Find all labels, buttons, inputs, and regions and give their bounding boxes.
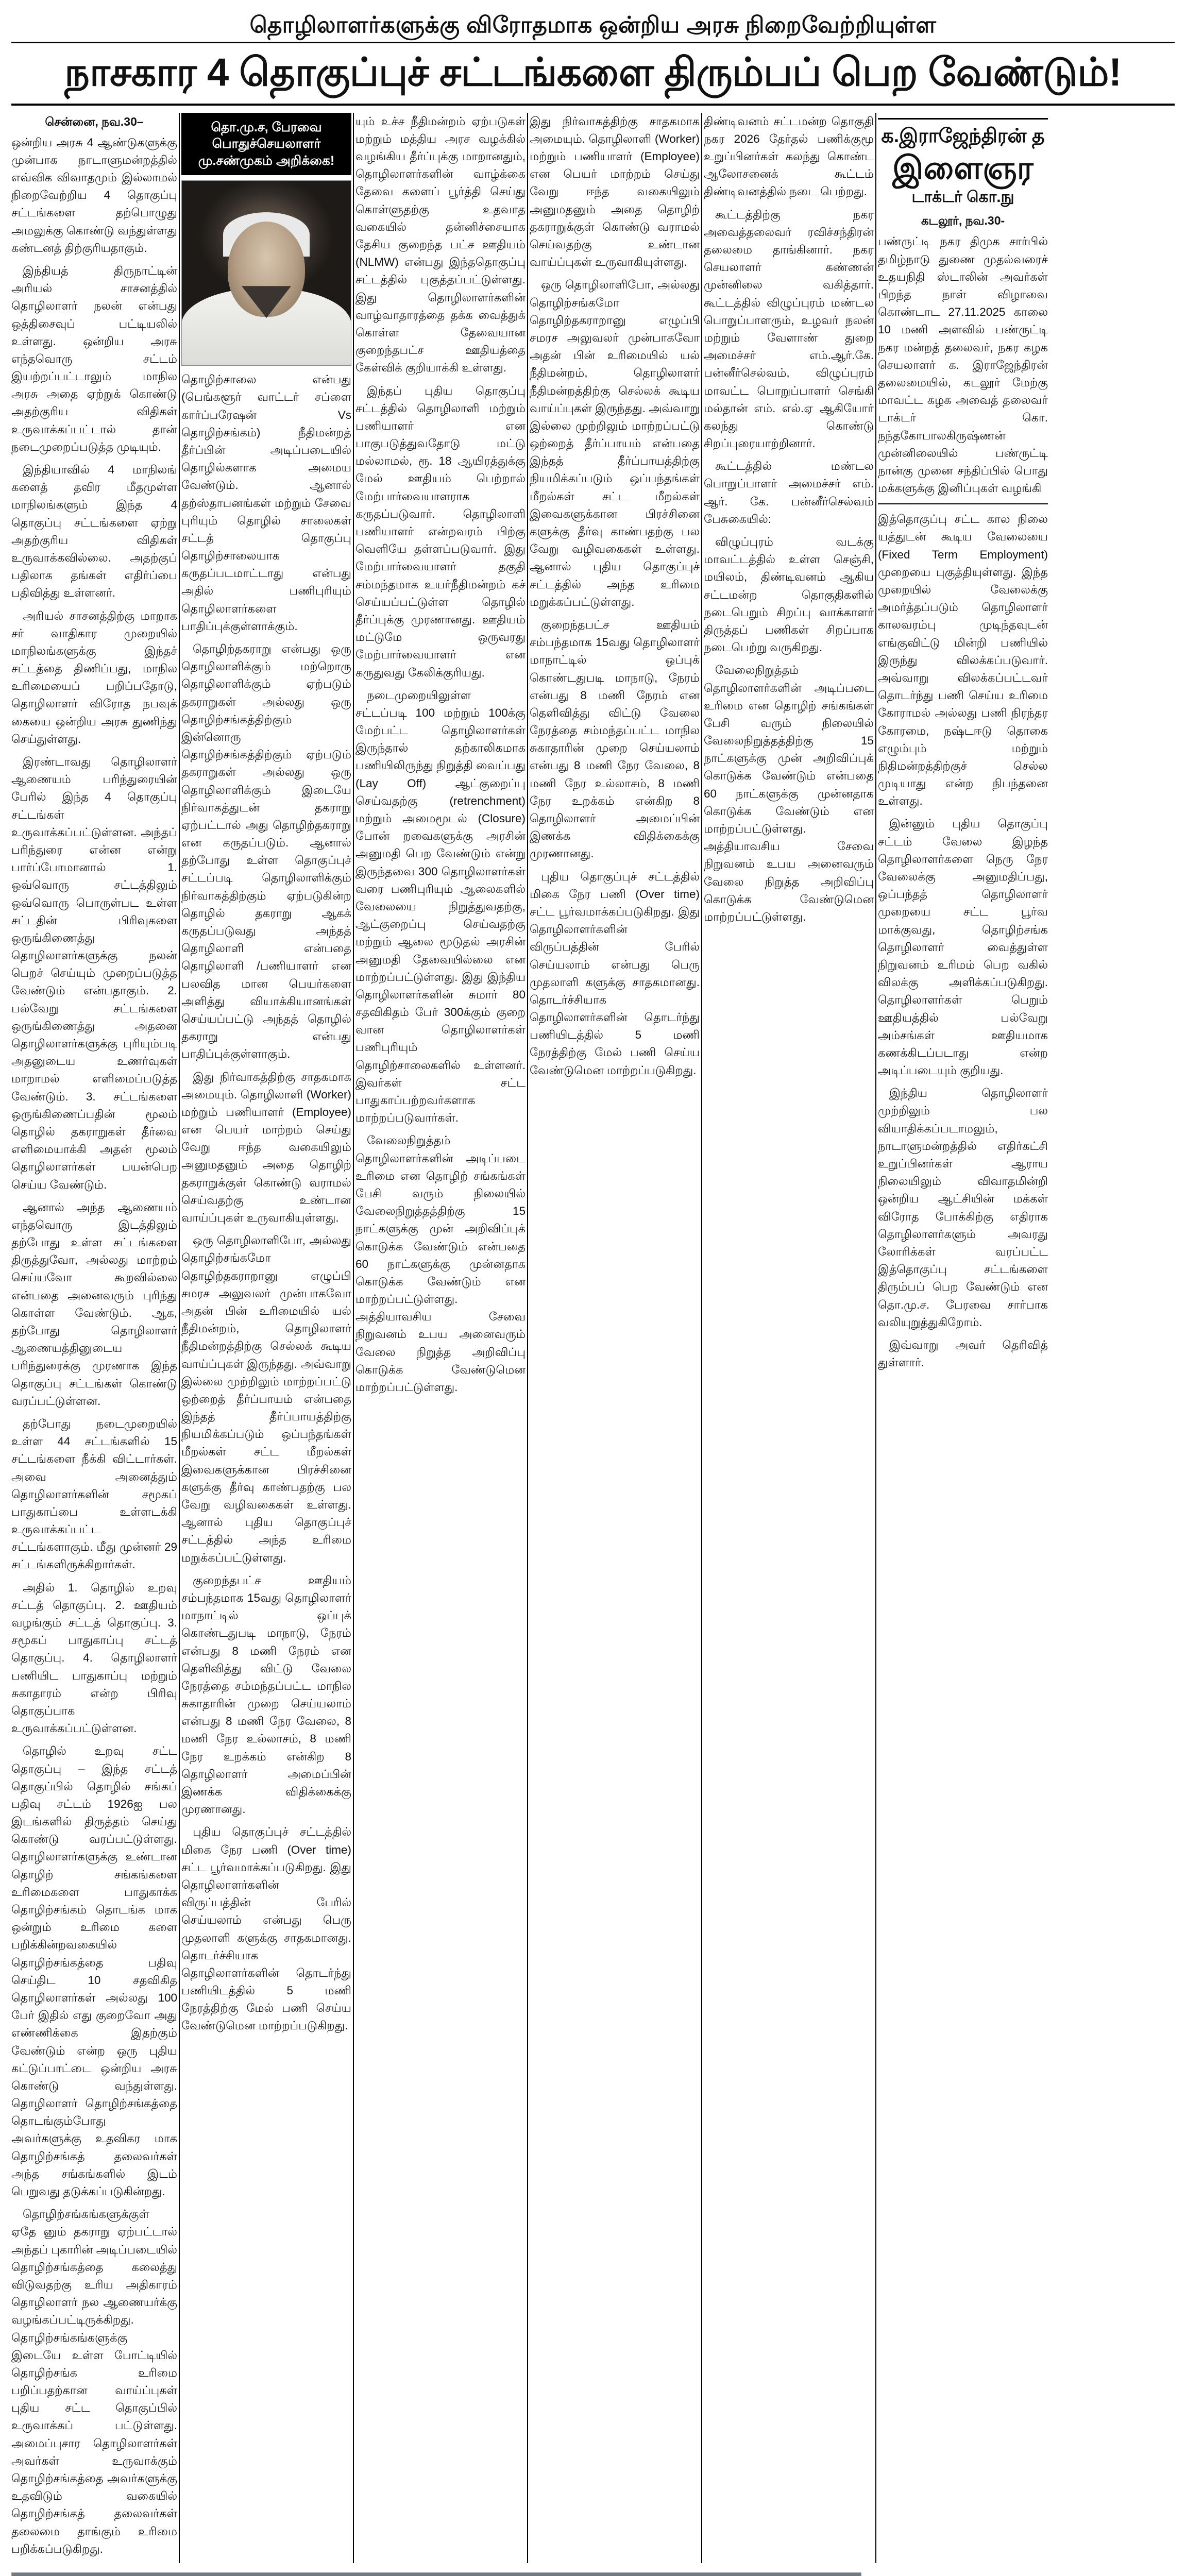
column-divider xyxy=(353,113,354,2563)
paragraph: இது நிர்வாகத்திற்கு சாதகமாக அமையும். தொழிலாளி (Worker) மற்றும் பணியாளர் (Employee) என பெயர் மாற்றம் செய்து வேறு ஈந்த வகையிலும் அனுமதனும் அதை தொழிற் தகராறுக்குள் கொண்டு வராமல் செய்வதற்கு உண்டான வாய்ப்புகள் உருவாகியுள்ளது. xyxy=(530,114,700,269)
paragraph: கூட்டத்திற்கு நகர அவைத்தலைவர் ரவிச்சந்திரன் தலைமை தாங்கினார். நகர செயலாளர் கண்ணன் முன்னிலை வகித்தார். கூட்டத்தில் விழுப்புரம் மண்டல பொறுப்பாளரும், உழவர் நலன் மற்றும் வேளாண் துறை அமைச்சர் எம்.ஆர்.கே. பன்னீர்செல்வம், விழுப்புரம் மாவட்ட பொறுப்பாளர் செங்கி மல்தான் எம். எல்.ஏ ஆகியோர் கலந்து கொண்டு சிறப்புரையாற்றினார். xyxy=(704,208,874,450)
paragraph: ஒன்றிய அரசு 4 ஆண்டுகளுக்கு முன்பாக நாடாளுமன்றத்தில் எவ்விக விவாதமும் இல்லாமல் நிறைவேற்றிய 4 தொகுப்பு சட்டங்களை தற்பொழுது அமலுக்கு கொண்டு வந்துள்ளது கண்டனத் திற்குரியதாகும். xyxy=(11,135,177,255)
paragraph: விழுப்புரம் வடக்கு மாவட்டத்தில் உள்ள செஞ்சி, மயிலம், திண்டிவனம் ஆகிய சட்டமன்ற தொகுதிகளில் நடைபெறும் சிறப்பு வாக்காளர் திருத்தப் பணிகள் சிறப்பாக நடைபெற்று வருகிறது. xyxy=(704,535,874,654)
portrait-photo xyxy=(181,180,351,366)
rail-heading-display: இளைஞர xyxy=(892,150,1033,187)
paragraph: இது நிர்வாகத்திற்கு சாதகமாக அமையும். தொழிலாளி (Worker) மற்றும் பணியாளர் (Employee) என பெயர் மாற்றம் செய்து வேறு ஈந்த வகையிலும் அனுமதனும் அதை தொழிற் தகராறுக்குள் கொண்டு வராமல் செய்வதற்கு உண்டான வாய்ப்புகள் உருவாகியுள்ளது. xyxy=(181,1070,351,1225)
paragraph: தொழிற்தகராறு என்பது ஒரு தொழிலாளிக்கும் மற்றொரு தொழிலாளிக்கும் ஏற்படும் தகராறுகள் அல்லது ஒரு தொழிற்சங்கத்திற்கும் இன்னொரு தொழிற்சங்கத்திற்கும் ஏற்படும் தகராறுகள் அல்லது ஒரு தொழிலாளிக்கும் இடையே நிர்வாகத்துடன் தகராறு ஏற்பட்டால் அது தொழிற்தகராறு என கருதப்படும். ஆனால் தற்போது உள்ள தொகுப்புச் சட்டப்படி தொழிலாளிக்கும் நிர்வாகத்திற்கும் ஏற்படுகின்ற தொழில் தகராறு ஆகக் கருதப்படுவது அந்தத் தொழிலாளி என்பதை தொழிலாளி /பணியாளர் என பலவித மான பெயர்களை அளித்து வியாக்கியானங்கள் செய்யப்பட்டு அந்தத் தொழில் தகராறு என்பது பாதிப்புக்குள்ளாகும். xyxy=(181,642,351,1061)
column-divider xyxy=(701,113,702,2563)
column-5 xyxy=(704,113,874,931)
paragraph: வேலைநிறுத்தம் தொழிலாளர்களின் அடிப்படை உரிமை என தொழிற் சங்கங்கள் பேசி வரும் நிலையில் வேலைநிறுத்தத்திற்கு 15 நாட்களுக்கு முன் அறிவிப்புக் கொடுக்க வேண்டும் என்பதை 60 நாட்களுக்கு முன்னதாக கொடுக்க வேண்டும் என மாற்றப்பட்டுள்ளது. அத்தியாவசிய சேவை நிறுவனம் உபய அனைவரும் வேலை நிறுத்த அறிவிப்பு கொடுக்க வேண்டுமென மாற்றப்பட்டுள்ளது. xyxy=(355,1134,526,1394)
paragraph: தற்போது நடைமுறையில் உள்ள 44 சட்டங்களில் 15 சட்டங்களை நீக்கி விட்டார்கள். அவை அனைத்தும் தொழிலாளர்களின் சமூகப் பாதுகாப்பை உள்ளடக்கி உருவாக்கப்பட்ட சட்டங்களாகும். மீது முன்னர் 29 சட்டங்களிருக்கிறார்கள். xyxy=(11,1417,177,1571)
paragraph: புதிய தொகுப்புச் சட்டத்தில் மிகை நேர பணி (Over time) சட்ட பூர்வமாக்கப்படுகிறது. இது தொழிலாளர்களின் விருப்பத்தின் பேரில் செய்யலாம் என்பது பெரு முதலாளி களுக்கு சாதகமானது. தொடர்ச்சியாக தொழிலாளர்களின் தொடர்ந்து பணியிடத்தில் 5 மணி நேரத்திற்கு மேல் பணி செய்ய வேண்டுமென மாற்றப்படுகிறது. xyxy=(181,1825,351,2032)
paragraph: ஒரு தொழிலாளிபோ, அல்லது தொழிற்சங்கமோ தொழிற்தகராறானு எழுப்பி சமரச அலுவலர் முன்பாகவோ அதன் பின் உரிமையில் யல் நீதிமன்றம், தொழிலாளர் நீதிமன்றத்திற்கு செல்லக் கூடிய வாய்ப்புகள் இருந்தது. அவ்வாறு இல்லை முற்றிலும் மாற்றப்பட்டு ஒற்றைத் தீர்ப்பாயம் என்பதை இந்தத் தீர்ப்பாயத்திற்கு நியமிக்கப்படும் ஒப்பந்தங்கள் மீறல்கள் சட்ட மீறல்கள் இவைகளுக்கான பிரச்சினை களுக்கு தீர்வு காண்பதற்கு பல வேறு வழிவகைகள் உள்ளது. ஆனால் புதிய தொகுப்புச் சட்டத்தில் அந்த உரிமை மறுக்கப்பட்டுள்ளது. xyxy=(530,278,700,608)
paragraph: இந்திய தொழிலாளர் முற்றிலும் பல வியாதிக்கப்படாமலும், நாடாளுமன்றத்தில் எதிர்கட்சி உறுப்பினர்கள் ஆராய நிலையிலும் விவாதமின்றி ஒன்றிய ஆட்சியின் மக்கள் விரோத போக்கிற்கு எதிராக தொழிலாளர்களும் அவரது லோரிக்கள் வரப்பட்ட இத்தொகுப்பு சட்டங்களை திரும்பப் பெற வேண்டும் என தொ.மு.ச. பேரவை சார்பாக வலியுறுத்துகிறோம். xyxy=(878,1087,1048,1329)
dateline: சென்னை, நவ.30– xyxy=(45,114,144,128)
article-grid xyxy=(11,113,1175,2563)
rail-heading-primary: க.இராஜேந்திரன் த xyxy=(878,118,1048,148)
paragraph: ஒரு தொழிலாளிபோ, அல்லது தொழிற்சங்கமோ தொழிற்தகராறானு எழுப்பி சமரச அலுவலர் முன்பாகவோ அதன் பின் உரிமையில் யல் நீதிமன்றம், தொழிலாளர் நீதிமன்றத்திற்கு செல்லக் கூடிய வாய்ப்புகள் இருந்தது. அவ்வாறு இல்லை முற்றிலும் மாற்றப்பட்டு ஒற்றைத் தீர்ப்பாயம் என்பதை இந்தத் தீர்ப்பாயத்திற்கு நியமிக்கப்படும் ஒப்பந்தங்கள் மீறல்கள் சட்ட மீறல்கள் இவைகளுக்கான பிரச்சினை களுக்கு தீர்வு காண்பதற்கு பல வேறு வழிவகைகள் உள்ளது. ஆனால் புதிய தொகுப்புச் சட்டத்தில் அந்த உரிமை மறுக்கப்பட்டுள்ளது. xyxy=(181,1234,351,1564)
paragraph: அரியல் சாசனத்திற்கு மாறாக சர் வாதிகார முறையில் மாநிலங்களுக்கு இந்தச் சட்டத்தை திணிப்பது, மாநில உரிமையைப் பறிப்பதோடு, தொழிலாளர் விரோத நபவுக் கையை ஒன்றிய அரசு துணிந்து செய்துள்ளது. xyxy=(11,609,177,745)
paragraph: குறைந்தபட்ச ஊதியம் சம்பந்தமாக 15வது தொழிலாளர் மாநாட்டில் ஒப்புக் கொண்டதுபடி மாநாடு, நேரம் என்பது 8 மணி நேரம் என தெளிவித்து விட்டு வேலை நேரத்தை சம்மந்தப்பட்ட மாநில சுகாதாரின் முறை செய்யலாம் என்பது 8 மணி நேர வேலை, 8 மணி நேர உல்லாசம், 8 மணி நேர உறக்கம் என்கிற 8 தொழிலாளர் அமைப்பின் இணக்க விதிக்கைக்கு முரணானது. xyxy=(181,1573,351,1816)
event-photo xyxy=(11,2572,861,2576)
masthead-headline: நாசகார 4 தொகுப்புச் சட்டங்களை திரும்பப் பெற வேண்டும்! xyxy=(64,50,1122,94)
paragraph: புதிய தொகுப்புச் சட்டத்தில் மிகை நேர பணி (Over time) சட்ட பூர்வமாக்கப்படுகிறது. இது தொழிலாளர்களின் விருப்பத்தின் பேரில் செய்யலாம் என்பது பெரு முதலாளி களுக்கு சாதகமானது. தொடர்ச்சியாக தொழிலாளர்களின் தொடர்ந்து பணியிடத்தில் 5 மணி நேரத்திற்கு மேல் பணி செய்ய வேண்டுமென மாற்றப்படுகிறது. xyxy=(530,870,700,1077)
paragraph: தொழிற்சங்கங்களுக்குள் ஏதே னும் தகராறு ஏற்பட்டால் அந்தப் புகாரின் அடிப்படையில் தொழிற்சங்கத்தை கலைத்து விடுவதற்கு உரிய அதிகாரம் தொழிலாளர் நல ஆணையர்க்கு வழங்கப்பட்டிருக்கிறது. தொழிற்சங்கங்களுக்கு இடையே உள்ள போட்டியில் தொழிற்சங்க உரிமை பறிப்பதற்கான வாய்ப்புகள் புதிய சட்ட தொகுப்பில் உருவாக்கப் பட்டுள்ளது. அமைப்புசார தொழிலாளர்கள் அவர்கள் உருவாக்கும் தொழிற்சங்கத்தை அவர்களுக்கு உதவிடும் வகையில் தொழிற்சங்கத் தலைவர்கள் தலைமை தாங்கும் உரிமை பறிக்கப்படுகிறது. xyxy=(11,2208,177,2555)
paragraph: தொழில் உறவு சட்ட தொகுப்பு – இந்த சட்டத் தொகுப்பில் தொழில் சங்கப் பதிவு சட்டம் 1926ஐ பல இடங்களில் திருத்தம் செய்து கொண்டு வரப்பட்டுள்ளது. தொழிலாளர்களுக்கு உண்டான தொழிற் சங்கங்களை உரிமைகளை பாதுகாக்க தொழிற்சங்கம் தொடங்க மாக ஒன்றும் உரிமை களை பறிக்கின்றவகையில் தொழிற்சங்கத்தை பதிவு செய்திட 10 சதவிகித தொழிலாளர்கள் அல்லது 100 பேர் இதில் எது குறைவோ அது எண்ணிக்கை இதற்கும் வேண்டும் என்ற ஒரு புதிய கட்டுப்பாட்டை ஒன்றிய அரசு கொண்டு வந்துள்ளது. தொழிலாளர் தொழிற்சங்கத்தை தொடங்கும்போது அவர்களுக்கு உதவிகர மாக தொழிற்சங்கத் தலைவர்கள் அந்த சங்கங்களில் இடம் பெறுவது தடுக்கப்படுகின்றது. xyxy=(11,1744,177,2198)
paragraph: இந்தியத் திருநாட்டின் அரியல் சாசனத்தில் தொழிலாளர் நலன் என்பது ஒத்திசைவுப் பட்டியலில் உள்ளது. ஒன்றிய அரசு எந்தவொரு சட்டம் இயற்றப்பட்டாலும் மாநில அரசு அதை ஏற்றுக் கொண்டு அதற்குரிய விதிகள் உருவாக்கப்பட்டால் தான் நடைமுறைப்படுத்த முடியும். xyxy=(11,264,177,453)
rail-heading-byline: டாக்டர் கொ.நு xyxy=(911,189,1014,206)
paragraph: இவ்வாறு அவர் தெரிவித் துள்ளார். xyxy=(878,1338,1048,1369)
paragraph: இந்தியாவில் 4 மாநிலங் களைத் தவிர மீதமுள்ள மாநிலங்களும் இந்த 4 தொகுப்பு சட்டங்களை ஏற்று அதற்குரிய விதிகள் உருவாக்கவில்லை. அதற்குப் பதிலாக தங்கள் எதிர்ப்பை பதிவித்து உள்ளனர். xyxy=(11,463,177,600)
column-2 xyxy=(181,113,351,2040)
masthead xyxy=(11,9,1175,95)
column-divider xyxy=(179,113,180,2563)
paragraph: வேலைநிறுத்தம் தொழிலாளர்களின் அடிப்படை உரிமை என தொழிற் சங்கங்கள் பேசி வரும் நிலையில் வேலைநிறுத்தத்திற்கு 15 நாட்களுக்கு முன் அறிவிப்புக் கொடுக்க வேண்டும் என்பதை 60 நாட்களுக்கு முன்னதாக கொடுக்க வேண்டும் என மாற்றப்பட்டுள்ளது. அத்தியாவசிய சேவை நிறுவனம் உபய அனைவரும் வேலை நிறுத்த அறிவிப்பு கொடுக்க வேண்டுமென மாற்றப்பட்டுள்ளது. xyxy=(704,664,874,923)
rail-divider xyxy=(878,503,1048,504)
paragraph: ஆனால் அந்த ஆணையம் எந்தவொரு இடத்திலும் தற்போது உள்ள சட்டங்களை திருத்துவோ, அல்லது மாற்றம் செய்யவோ கூறவில்லை என்பதை அனைவரும் புரிந்து கொள்ள வேண்டும். ஆக, தற்போது தொழிலாளர் ஆணையத்தினுடைய பரிந்துரைக்கு முரணாக இந்த தொகுப்பு சட்டங்கள் கொண்டு வரப்பட்டுள்ளன. xyxy=(11,1200,177,1408)
paragraph: கூட்டத்தில் மண்டல பொறுப்பாளர் அமைச்சர் எம். ஆர். கே. பன்னீர்செல்வம் பேசுகையில்: xyxy=(704,460,874,526)
paragraph: அதில் 1. தொழில் உறவு சட்டத் தொகுப்பு. 2. ஊதியம் வழங்கும் சட்டத் தொகுப்பு. 3. சமூகப் பாதுகாப்பு சட்டத் தொகுப்பு. 4. தொழிலாளர் பணியிட பாதுகாப்பு மற்றும் சுகாதாரம் என்ற பிரிவு தொகுப்பாக உருவாக்கப்பட்டுள்ளன. xyxy=(11,1581,177,1735)
paragraph: இரண்டாவது தொழிலாளர் ஆணையம் பரிந்துரையின் பேரில் இந்த 4 தொகுப்பு சட்டங்கள் உருவாக்கப்பட்டுள்ளன. அந்தப் பரிந்துரை என்ன என்று பார்ப்போமானால் 1. ஒவ்வொரு சட்டத்திலும் ஒவ்வொரு பொருள்பட உள்ள சட்டதின் பிரிவுகளை ஒருங்கிணைத்து தொழிலாளர்களுக்கு நலன் பெறச் செய்யும் முறைப்படுத்த வேண்டும் என்பதாகும். 2. பல்வேறு சட்டங்களை ஒருங்கிணைத்து அதனை தொழிலாளர்களுக்கு புரியும்படி அதனுடைய உணர்வுகள் மாறாமல் எளிமைப்படுத்த வேண்டும். 3. சட்டங்களை ஒருங்கிணைப்பதின் மூலம் தொழில் தகராறுகள் தீர்வை எளிமையாக்கி அதன் மூலம் தொழிலாளர்கள் பயன்பெற செய்ய வேண்டும். xyxy=(11,755,177,1191)
paragraph: இத்தொகுப்பு சட்ட கால நிலை யத்துடன் கூடிய வேலையை (Fixed Term Employment) முறையை புகுத்தியுள்ளது. இந்த முறையில் வேலைக்கு அமர்த்தப்படும் தொழிலாளர் காலவரம்பு முடிந்தவுடன் எங்குவிட்டு மின்றி பணியில் இருந்து விலக்கப்படுவார். அவ்வாறு விலக்கப்பட்டவர் தொடர்ந்து பணி செய்ய உரிமை கோராமல் அல்லது பணி நிரந்தர கோரமை, நஷ்டஈடு தொகை எழும்பும் மற்றும் நிதிமன்றத்திற்குச் செல்ல முடியாது என்ற நிபந்தனை உள்ளது. xyxy=(878,513,1048,808)
rail-dateline: கடலூர், நவ.30- xyxy=(921,214,1005,228)
paragraph: திண்டிவனம் சட்டமன்ற தொகுதி நகர 2026 தேர்தல் பணிக்குமூ உறுப்பினர்கள் கலந்து கொண்ட ஆலோசனைக் கூட்டம் திண்டிவனத்தில் நடை பெற்றது. xyxy=(704,114,874,198)
paragraph: இன்னும் புதிய தொகுப்பு சட்டம் வேலை இழந்த தொழிலாளர்களை நெரு நேர வேலைக்கு அனுமதிப்பது, ஒப்பந்தத் தொழிலாளர் முறையை சட்ட பூர்வ மாக்குவது, தொழிற்சங்க தொழிலாளர் வைத்துள்ள நிறுவனம் உரிமம் பெற வகில் விலக்கு அளிக்கப்படுகிறது. தொழிலாளர்கள் பெறும் ஊதியத்தில் பல்வேறு அம்சங்கள் ஊதியமாக கணக்கிடப்படாது என்ற அடிப்படையும் குறியது. xyxy=(878,817,1048,1077)
paragraph: குறைந்தபட்ச ஊதியம் சம்பந்தமாக 15வது தொழிலாளர் மாநாட்டில் ஒப்புக் கொண்டதுபடி மாநாடு, நேரம் என்பது 8 மணி நேரம் என தெளிவித்து விட்டு வேலை நேரத்தை சம்மந்தப்பட்ட மாநில சுகாதாரின் முறை செய்யலாம் என்பது 8 மணி நேர வேலை, 8 மணி நேர உல்லாசம், 8 மணி நேர உறக்கம் என்கிற 8 தொழிலாளர் அமைப்பின் இணக்க விதிக்கைக்கு முரணானது. xyxy=(530,618,700,860)
paragraph: தொழிற்சாலை என்பது (பெங்களூர் வாட்டர் சப்ளை கார்ப்பரேஷன் Vs தொழிற்சங்கம்) நீதிமன்றத் தீர்ப்பின் அடிப்படையில் தொழில்களாக அமைய வேண்டும். ஆனால் தற்ஸ்தாபனங்கள் மற்றும் சேவை புரியும் தொழில் சாலைகள் சட்டத் தொகுப்பு தொழிற்சாலையாக கருதப்படமாட்டாது என்பது அதில் பணிபுரியும் தொழிலாளர்களை பாதிப்புக்குள்ளாக்கும். xyxy=(181,373,351,633)
masthead-kicker: தொழிலாளர்களுக்கு விரோதமாக ஒன்றிய அரசு நிறைவேற்றியுள்ள xyxy=(11,12,1175,43)
column-1 xyxy=(11,113,177,2563)
column-divider xyxy=(875,113,876,2563)
paragraph: இந்தப் புதிய தொகுப்பு சட்டத்தில் தொழிலாளி மற்றும் பணியாளர் என பாகுபடுத்துவதோடு மட்டு மல்லாமல், ரூ. 18 ஆயிரத்துக்கு மேல் ஊதியம் பெற்றால் மேற்பார்வையாளராக கருதப்படுவார். தொழிலாளி பணியாளர் என்றவரம் பிற்கு வெளியே தள்ளப்படுவார். இது மேற்பார்வையாளர் தகுதி சம்மந்தமாக உயர்நீதிமன்றம் கச் செய்யப்பட்டுள்ள தொழில் தீர்ப்புக்கு முரணானது. ஊதியம் மட்டுமே ஒருவரது மேற்பார்வையாளர் என கருதுவது கேலிக்குரியது. xyxy=(355,384,526,679)
paragraph: யும் உச்ச நீதிமன்றம் ஏற்படுகள் மற்றும் மத்திய அரச வழக்கில் வழங்கிய தீர்ப்புக்கு மாறானதும், தொழிலாளர்களின் வாழ்க்கை தேவை களைப் பூர்த்தி செய்து கொள்ளுதற்கு உதவாத வகையில் தன்னிச்சையாக தேசிய குறைந்த பட்ச ஊதியம் (NLMW) என்பது இந்ததொகுப்பு சட்டத்தில் புகுத்தப்பட்டுள்ளது. இது தொழிலாளர்களின் வாழ்வாதாரத்தை தக்க வைத்துக் கொள்ள தேவையான குறைந்தபட்ச ஊதியத்தை கேள்விக் குறியாக்கி உள்ளது. xyxy=(355,114,526,375)
photo-block xyxy=(11,2572,861,2576)
column-4 xyxy=(530,113,700,1084)
masthead-divider xyxy=(11,104,1175,106)
sub-banner: தொ.மு.ச, பேரவை பொதுச்செயலாளர் மு.சண்முகம் அறிக்கை! xyxy=(181,113,351,176)
column-6-rail xyxy=(878,113,1048,1377)
paragraph: பண்ருட்டி நகர திமுக சார்பில் தமிழ்நாடு துணை முதல்வரைச் உதயநிதி ஸ்டாலின் அவர்கள் பிறந்த நாள் விழாவை கொண்டாட 27.11.2025 காலை 10 மணி அளவில் பண்ருட்டி நகர மன்றத் தலைவர், நகர கழக செயலாளர் க. இராஜேந்திரன் தலைமையில், கடலூர் மேற்கு மாவட்ட கழக அவைத் தலைவர் டாக்டர் கொ. நந்தகோபாலகிருஷ்ணன் முன்னிலையில் பண்ருட்டி நான்கு முனை சந்திப்பில் பொது மக்களுக்கு இனிப்புகள் வழங்கி xyxy=(878,235,1048,495)
paragraph: நடைமுறையிலுள்ள சட்டப்படி 100 மற்றும் 100க்கு மேற்பட்ட தொழிலாளர்கள் இருந்தால் தற்காலிகமாக பணியிலிருந்து நிறுத்தி வைப்பது (Lay Off) ஆட்குறைப்பு செய்வதற்கு (retrenchment) மற்றும் அமைமூடல் (Closure) போன் றவைகளுக்கு அரசின் அனுமதி பெற வேண்டும் என்று இருந்தவை 300 தொழிலாளர்கள் வரை பணிபுரியும் ஆலைகளில் வேலையை நிறுத்துவதற்கு, ஆட்குறைப்பு செய்வதற்கு மற்றும் ஆலை மூடுதல் அரசின் அனுமதி தேவையில்லை என மாற்றப்பட்டுள்ளது. இது இந்திய தொழிலாளர்களின் சுமார் 80 சதவிகிதம் பேர் 300க்கும் குறை வான தொழிலாளர்கள் பணிபுரியும் தொழிற்சாலைகளில் உள்ளனர். இவர்கள் சட்ட பாதுகாப்பற்றவர்களாக மாற்றப்படுவார்கள். xyxy=(355,688,526,1125)
column-3 xyxy=(355,113,526,1402)
column-divider xyxy=(527,113,528,2563)
